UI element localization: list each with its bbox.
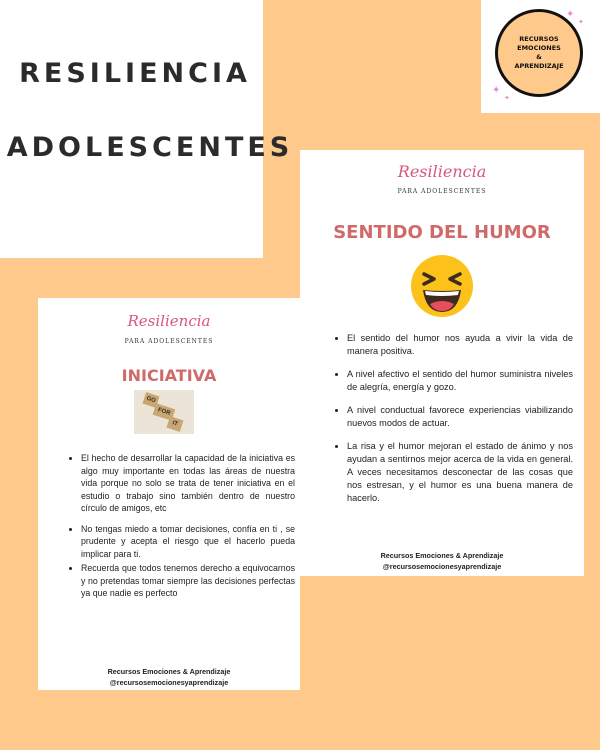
footer-brand: Recursos Emociones & Aprendizaje bbox=[107, 667, 231, 676]
sparkle-icon: ✦ bbox=[504, 95, 510, 102]
list-item: • A nivel conductual favorece experiencias viabilizando nuevos modos de actuar. bbox=[347, 404, 573, 430]
card-subtitle: PARA ADOLESCENTES bbox=[124, 338, 214, 345]
card-sentido-del-humor bbox=[300, 150, 584, 576]
footer-brand: Recursos Emociones & Aprendizaje bbox=[380, 551, 504, 560]
list-item: • Recuerda que todos tenemos derecho a equivocarnos y no pretendas tomar siempre las decisiones perfectas ya que nadie es perfecto bbox=[81, 562, 295, 600]
logo-text-4: APRENDIZAJE bbox=[514, 62, 564, 70]
footer-handle: @recursosemocionesyaprendizaje bbox=[109, 678, 229, 687]
list-item: • No tengas miedo a tomar decisiones, confía en ti , se prudente y acepta el riesgo que el hacerlo pueda implicar para ti. bbox=[81, 523, 295, 561]
page-title-line1: RESILIENCIA bbox=[19, 58, 251, 89]
list-item: • A nivel afectivo el sentido del humor suministra niveles de alegría, energía y gozo. bbox=[347, 368, 573, 394]
card-footer bbox=[300, 550, 584, 572]
card-script-title: Resiliencia bbox=[397, 162, 487, 181]
card-subtitle: PARA ADOLESCENTES bbox=[397, 188, 487, 195]
card-iniciativa bbox=[38, 298, 300, 690]
list-item: • El sentido del humor nos ayuda a vivir la vida de manera positiva. bbox=[347, 332, 573, 358]
brand-logo bbox=[495, 9, 583, 97]
bullet-list bbox=[332, 332, 573, 513]
tile: FOR bbox=[153, 403, 176, 421]
sparkle-icon: ✦ bbox=[492, 85, 501, 96]
list-item: • El hecho de desarrollar la capacidad de la iniciativa es algo muy importante en todas las áreas de nuestra vida porque no solo se trata de tener iniciativa en el estudio o trabajo sino también dentro de nuestro círculo de amigos, etc bbox=[81, 452, 295, 515]
list-item: • La risa y el humor mejoran el estado de ánimo y nos ayudan a sentirnos mejor acerca de la vida en general. A veces necesitamos desconectar de las cosas que nos estresan, y el humor es una buena manera de hacerlo. bbox=[347, 440, 573, 505]
title-panel-ext bbox=[0, 0, 263, 258]
tile: IT bbox=[166, 416, 183, 432]
card-heading: INICIATIVA bbox=[121, 366, 217, 385]
sparkle-icon: ✦ bbox=[566, 9, 575, 20]
footer-handle: @recursosemocionesyaprendizaje bbox=[382, 562, 502, 571]
logo-text-2: EMOCIONES bbox=[517, 44, 561, 52]
tile: GO bbox=[142, 392, 159, 408]
card-footer bbox=[38, 666, 300, 688]
logo-text-1: RECURSOS bbox=[519, 35, 559, 43]
page-title-line2: ADOLESCENTES bbox=[6, 132, 294, 163]
laughing-emoji-icon bbox=[410, 254, 474, 318]
logo-text-3: & bbox=[536, 53, 542, 61]
card-heading: SENTIDO DEL HUMOR bbox=[333, 222, 551, 243]
card-script-title: Resiliencia bbox=[127, 312, 211, 330]
sparkle-icon: ✦ bbox=[578, 19, 584, 26]
go-for-it-tiles-image bbox=[134, 390, 194, 434]
bullet-list bbox=[66, 452, 295, 608]
